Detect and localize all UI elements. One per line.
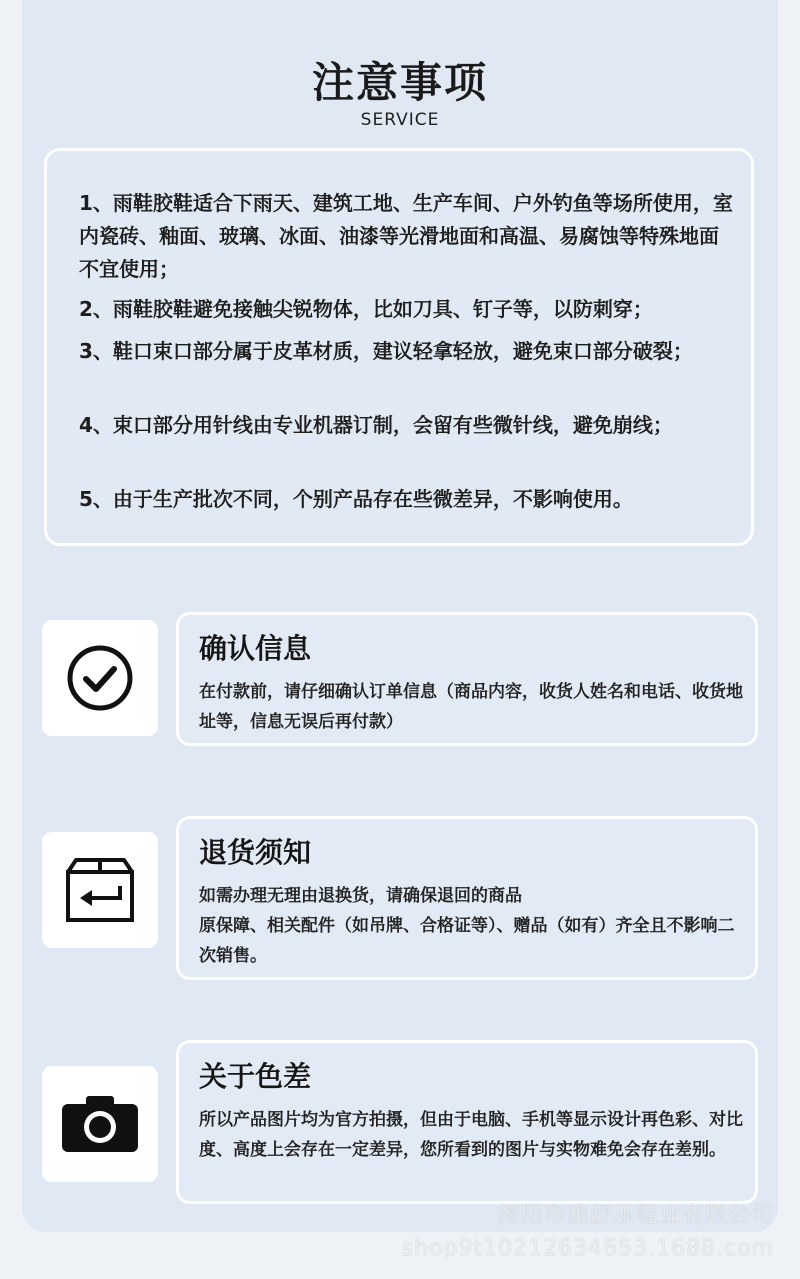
watermark-company: 揭阳市雅舒乐鞋业有限公司 <box>497 1203 774 1228</box>
watermark-shop: shop9t10212634653.1688.com <box>401 1236 774 1261</box>
page-subtitle: SERVICE <box>360 110 440 130</box>
check-icon-box <box>42 620 158 736</box>
return-box-icon <box>62 854 138 926</box>
notice-item: 1、雨鞋胶鞋适合下雨天、建筑工地、生产车间、户外钓鱼等场所使用，室内瓷砖、釉面、玻璃、冰面、油漆等光滑地面和高温、易腐蚀等特殊地面不宜使用； <box>79 191 733 281</box>
notice-item: 5、由于生产批次不同，个别产品存在些微差异，不影响使用。 <box>79 487 633 511</box>
notice-item: 2、雨鞋胶鞋避免接触尖锐物体，比如刀具、钉子等，以防刺穿； <box>79 297 653 321</box>
check-circle-icon <box>64 642 136 714</box>
card-text: 在付款前，请仔细确认订单信息（商品内容，收货人姓名和电话、收货地址等，信息无误后再付款） <box>199 682 743 732</box>
camera-icon <box>60 1092 140 1156</box>
notice-item: 3、鞋口束口部分属于皮革材质，建议轻拿轻放，避免束口部分破裂； <box>79 339 693 363</box>
card-text: 如需办理无理由退换货，请确保退回的商品 原保障、相关配件（如吊牌、合格证等）、赠品（如有）齐全且不影响二次销售。 <box>199 886 735 966</box>
return-icon-box <box>42 832 158 948</box>
card-text: 所以产品图片均为官方拍摄，但由于电脑、手机等显示设计再色彩、对比度、高度上会存在一定差异，您所看到的图片与实物难免会存在差别。 <box>199 1110 743 1160</box>
card-title: 退货须知 <box>199 836 312 869</box>
camera-icon-box <box>42 1066 158 1182</box>
color-difference-card <box>176 1040 758 1204</box>
notice-item: 4、束口部分用针线由专业机器订制，会留有些微针线，避免崩线； <box>79 413 673 437</box>
confirm-info-card <box>176 612 758 746</box>
notice-box <box>44 148 754 546</box>
return-policy-card <box>176 816 758 980</box>
page-title: 注意事项 <box>311 58 488 107</box>
card-title: 确认信息 <box>199 632 312 665</box>
card-title: 关于色差 <box>199 1060 312 1093</box>
